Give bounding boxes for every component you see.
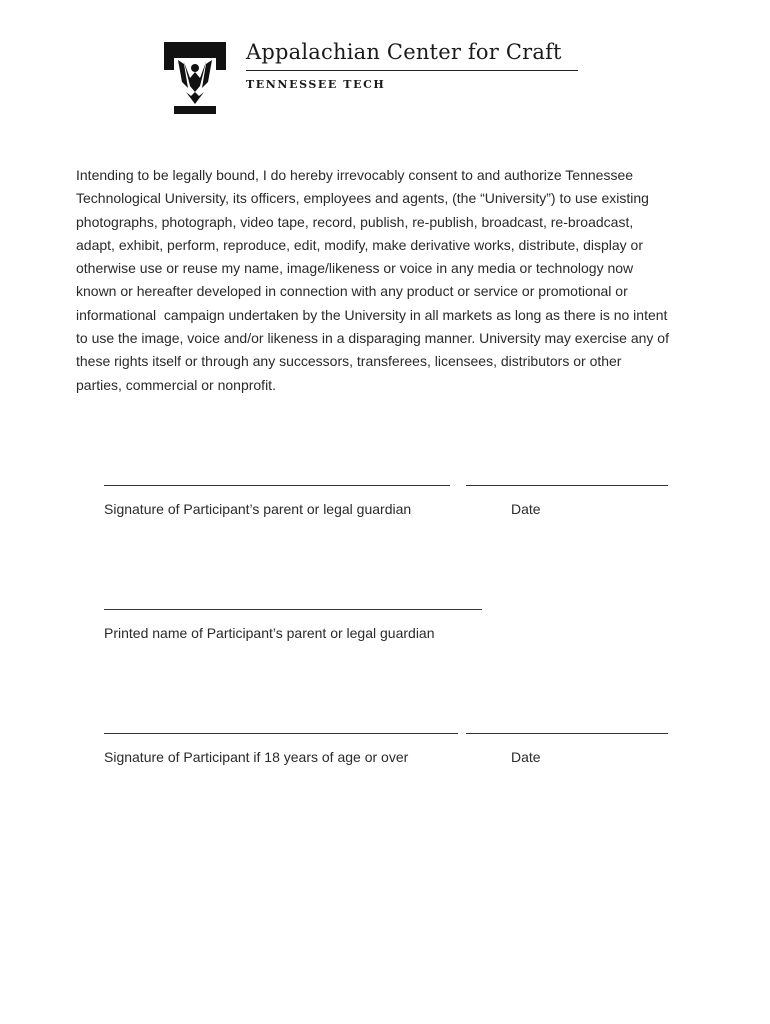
consent-line: parties, commercial or nonprofit.	[76, 376, 276, 393]
consent-line: to use the image, voice and/or likeness in a disparaging manner. University may exercise any of	[76, 330, 669, 347]
consent-line: Intending to be legally bound, I do hereby irrevocably consent to and authorize Tennessee	[76, 167, 634, 183]
consent-paragraph	[76, 164, 701, 397]
header-divider	[246, 70, 578, 71]
participant-date-label: Date	[511, 749, 541, 765]
guardian-printed-name-label: Printed name of Participant’s parent or legal guardian	[104, 625, 435, 641]
consent-line: these rights itself or through any successors, transferees, licensees, distributors or other	[76, 353, 622, 370]
consent-line: photographs, photograph, video tape, record, publish, re-publish, broadcast, re-broadcast,	[76, 213, 634, 230]
consent-line: known or hereafter developed in connection with any product or service or promotional or	[76, 283, 628, 300]
organization-name: Appalachian Center for Craft	[246, 40, 562, 64]
participant-date-field[interactable]	[466, 733, 668, 734]
consent-line: Technological University, its officers, employees and agents, (the “University”) to use existing	[76, 190, 649, 207]
participant-signature-label: Signature of Participant if 18 years of age or over	[104, 749, 409, 765]
consent-line: informational campaign undertaken by the University in all markets as long as there is no intent	[76, 306, 668, 323]
guardian-date-label: Date	[511, 501, 541, 517]
participant-signature-field[interactable]	[104, 733, 458, 734]
tennessee-tech-logo-icon	[164, 42, 226, 114]
consent-line: otherwise use or reuse my name, image/likeness or voice in any media or technology now	[76, 260, 634, 277]
consent-line: adapt, exhibit, perform, reproduce, edit, modify, make derivative works, distribute, display or	[76, 236, 643, 253]
organization-subtitle: TENNESSEE TECH	[246, 78, 386, 91]
guardian-signature-field[interactable]	[104, 485, 450, 486]
guardian-date-field[interactable]	[466, 485, 668, 486]
guardian-printed-name-field[interactable]	[104, 609, 482, 610]
guardian-signature-label: Signature of Participant’s parent or legal guardian	[104, 501, 412, 517]
